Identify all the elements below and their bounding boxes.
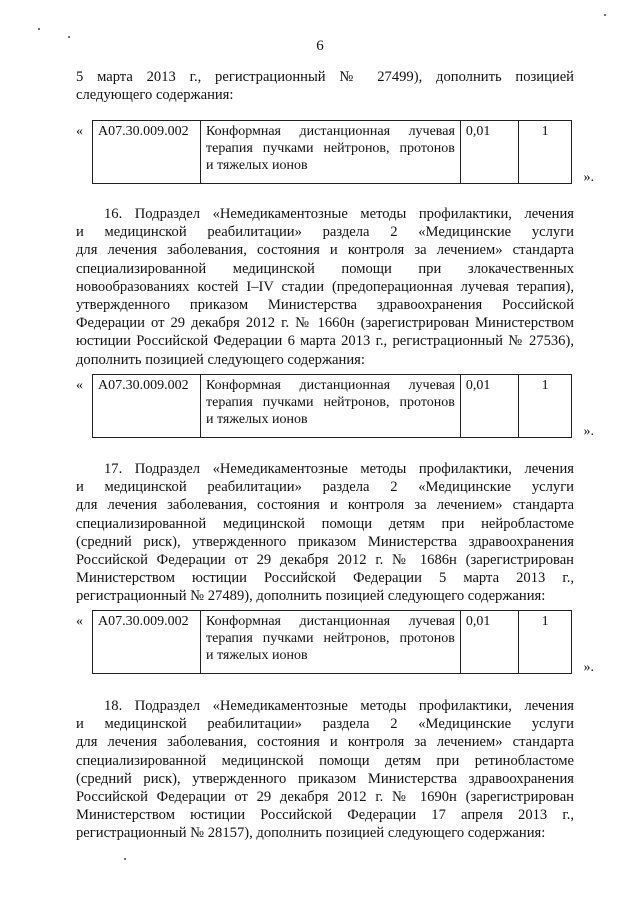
multiplicity-count: 1 [519,611,572,674]
service-name [201,375,461,438]
text-line: утвержденного приказом Министерства здравоохранения Российской [76,296,574,313]
paragraph-17 [76,460,574,606]
text-line: Российской Федерации от 29 декабря 2012 г. № 1686н (зарегистрирован [76,551,574,568]
text-line: регистрационный № 27489), дополнить позицией следующего содержания: [76,588,546,605]
service-name-line: и тяжелых ионов [206,412,308,427]
service-table [92,120,572,184]
text-line: 5 марта 2013 г., регистрационный № 27499), дополнить позицией [76,69,574,85]
position-table [76,374,594,440]
text-line: (средний риск), утвержденного приказом Министерства здравоохранения [76,533,574,550]
text-line: специализированной медицинской помощи детям при нейробластоме [76,515,574,532]
service-name-line: терапия пучками нейтронов, протонов [206,141,455,156]
text-line: (средний риск), утвержденного приказом Министерства здравоохранения [76,770,574,787]
service-name-line: Конформная дистанционная лучевая [206,124,455,139]
paragraph-18 [76,697,574,843]
service-code: A07.30.009.002 [93,611,201,674]
text-line: 17. Подраздел «Немедикаментозные методы профилактики, лечения [104,461,574,477]
service-name [201,121,461,184]
service-name-line: и тяжелых ионов [206,158,308,173]
position-table [76,120,594,186]
opening-quote: « [76,614,83,629]
page-number: 6 [316,38,324,54]
text-line: Министерством юстиции Российской Федерации 17 апреля 2013 г., [76,807,574,824]
frequency-coefficient: 0,01 [460,611,518,674]
service-name-line: Конформная дистанционная лучевая [206,614,455,629]
position-table [76,610,594,676]
closing-quote: ». [583,424,594,439]
service-name [201,611,461,674]
table-row [93,121,572,184]
service-code: A07.30.009.002 [93,375,201,438]
closing-quote: ». [583,170,594,185]
service-name-line: терапия пучками нейтронов, протонов [206,395,455,410]
text-line: для лечения заболевания, состояния и контроля за лечением» стандарта [76,734,574,751]
table-row [93,611,572,674]
service-name-line: терапия пучками нейтронов, протонов [206,631,455,646]
paragraph-continuation [76,68,574,104]
service-name-line: и тяжелых ионов [206,648,308,663]
text-line: Российской Федерации от 29 декабря 2012 г. № 1690н (зарегистрирован [76,788,574,805]
service-name-line: Конформная дистанционная лучевая [206,378,455,393]
text-line: специализированной медицинской помощи детям при ретинобластоме [76,752,574,769]
paragraph-16 [76,205,574,369]
text-line: специализированной медицинской помощи при злокачественных [76,260,574,277]
service-table [92,610,572,674]
scan-speck [38,28,40,30]
text-line: следующего содержания: [76,87,234,104]
frequency-coefficient: 0,01 [460,375,518,438]
text-line: Федерации от 29 декабря 2012 г. № 1660н (зарегистрирован Министерством [76,315,574,332]
service-table [92,374,572,438]
text-line: и медицинской реабилитации» раздела 2 «Медицинские услуги [76,479,574,496]
text-line: для лечения заболевания, состояния и контроля за лечением» стандарта [76,242,574,259]
text-line: для лечения заболевания, состояния и контроля за лечением» стандарта [76,497,574,514]
frequency-coefficient: 0,01 [460,121,518,184]
text-line: регистрационный № 28157), дополнить позицией следующего содержания: [76,825,546,842]
closing-quote: ». [583,660,594,675]
text-line: дополнить позицией следующего содержания: [76,351,365,368]
opening-quote: « [76,124,83,139]
text-line: 18. Подраздел «Немедикаментозные методы профилактики, лечения [104,698,574,714]
multiplicity-count: 1 [519,121,572,184]
scan-speck [124,858,126,860]
text-line: юстиции Российской Федерации 6 марта 2013 г., регистрационный № 27536), [76,333,574,350]
opening-quote: « [76,378,83,393]
text-line: Министерством юстиции Российской Федерации 5 марта 2013 г., [76,570,574,587]
text-line: новообразованиях костей I–IV стадии (предоперационная лучевая терапия), [76,278,574,295]
text-line: и медицинской реабилитации» раздела 2 «Медицинские услуги [76,716,574,733]
multiplicity-count: 1 [519,375,572,438]
scan-speck [604,14,606,16]
text-line: 16. Подраздел «Немедикаментозные методы профилактики, лечения [104,206,574,222]
service-code: A07.30.009.002 [93,121,201,184]
table-row [93,375,572,438]
text-line: и медицинской реабилитации» раздела 2 «Медицинские услуги [76,224,574,241]
